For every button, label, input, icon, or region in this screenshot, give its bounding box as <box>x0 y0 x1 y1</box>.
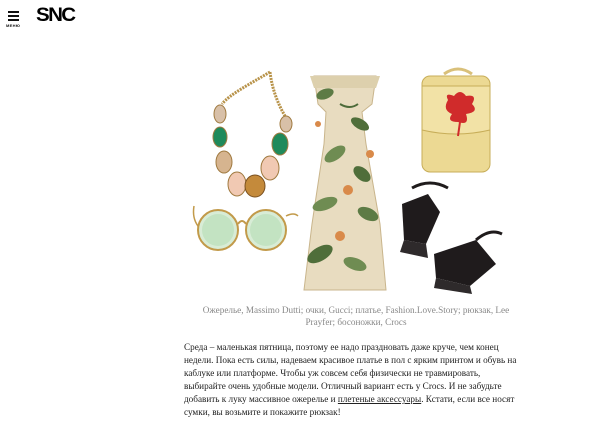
site-logo[interactable]: SNC <box>36 5 75 26</box>
woven-accessories-link[interactable]: плетеные аксессуары <box>337 394 422 404</box>
backpack-image <box>422 69 490 172</box>
article-text-end: . Кстати, если все носят сумки, вы возьмите и покажите рюкзак! <box>184 394 515 417</box>
image-caption: Ожерелье, Massimo Dutti; очки, Gucci; платье, Fashion.Love.Story; рюкзак, Lee Prayfer; босоножки, Crocs <box>202 305 510 327</box>
article-text-start: Среда – маленькая пятница, поэтому ее надо праздновать даже круче, чем конец недели. Пока есть силы, надеваем красивое платье в пол с ярким принтом и обувь на каблуке или платформе. Чтобы уж совсем себя физически не травмировать, выбирайте очень удобные модели. Отличный вариант есть у Crocs. И не забудьте добавить к луку массивное ожерелье и <box>184 342 517 404</box>
dress-image <box>304 76 386 290</box>
menu-caption[interactable]: МЕНЮ <box>6 23 21 28</box>
menu-icon[interactable] <box>8 11 19 20</box>
article-paragraph <box>184 341 524 419</box>
necklace-image <box>213 72 292 197</box>
site-header <box>0 0 600 34</box>
sunglasses-image <box>194 206 299 250</box>
sandals-image <box>400 183 502 294</box>
outfit-collage <box>190 64 506 296</box>
